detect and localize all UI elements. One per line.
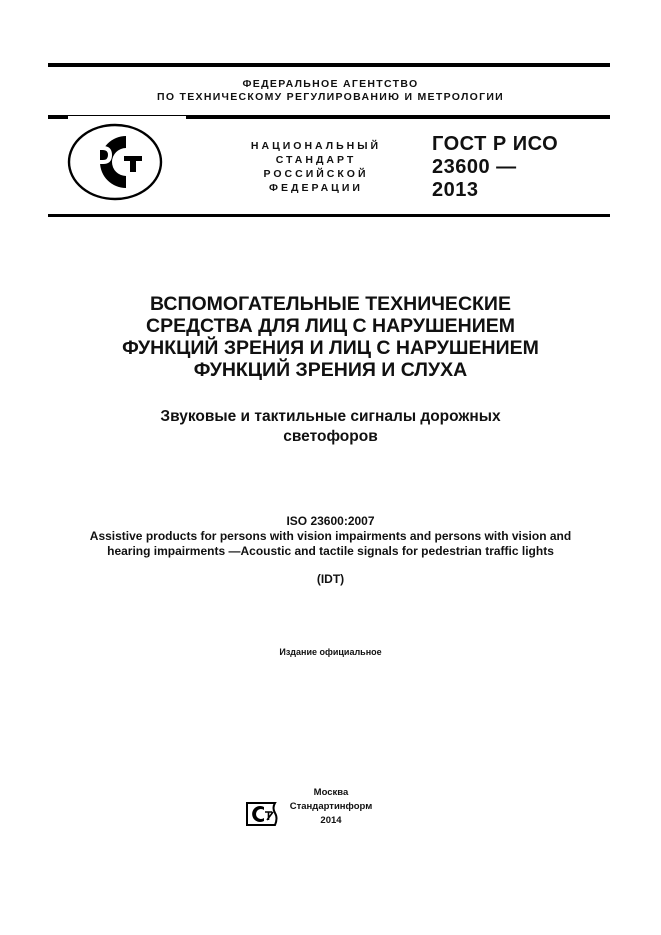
standard-designation [432,133,558,202]
publisher-city: Москва [313,787,349,798]
national-standard-label [226,139,406,195]
rule-gap [68,116,186,119]
title-line-1: ВСПОМОГАТЕЛЬНЫЕ ТЕХНИЧЕСКИЕ [150,293,511,315]
iso-code: ISO 23600:2007 [286,514,375,528]
agency-line-1: ФЕДЕРАЛЬНОЕ АГЕНТСТВО [242,78,419,90]
top-rule [48,63,610,67]
subtitle-line-1: Звуковые и тактильные сигналы дорожных [160,408,501,425]
subtitle-line-2: светофоров [283,428,378,445]
national-line-4: ФЕДЕРАЦИИ [269,182,363,194]
agency-name [0,78,661,104]
national-line-3: РОССИЙСКОЙ [263,168,369,180]
equivalence-degree: (IDT) [316,572,345,586]
title-line-3: ФУНКЦИЙ ЗРЕНИЯ И ЛИЦ С НАРУШЕНИЕМ [122,337,539,359]
designation-line-1: ГОСТ Р ИСО [432,133,559,155]
publication-year: 2014 [320,815,342,826]
national-line-1: НАЦИОНАЛЬНЫЙ [250,140,382,152]
official-edition-label: Издание официальное [279,647,382,657]
iso-title-line-2: hearing impairments —Acoustic and tactile signals for pedestrian traffic lights [107,544,554,558]
iso-title [0,529,661,559]
designation-line-3: 2013 [432,179,479,201]
publisher-block [283,786,379,828]
iso-title-line-1: Assistive products for persons with vision impairments and persons with vision and [89,529,572,543]
standartinform-logo-icon [245,800,281,828]
title-line-4: ФУНКЦИЙ ЗРЕНИЯ И СЛУХА [193,359,468,381]
title-line-2: СРЕДСТВА ДЛЯ ЛИЦ С НАРУШЕНИЕМ [146,315,515,337]
rst-logo-icon [66,122,164,202]
standard-bottom-rule [48,214,610,217]
agency-line-2: ПО ТЕХНИЧЕСКОМУ РЕГУЛИРОВАНИЮ И МЕТРОЛОГИИ [156,91,505,103]
document-subtitle [0,407,661,447]
publisher-name: Стандартинформ [289,801,373,812]
national-line-2: СТАНДАРТ [275,154,357,166]
document-title [0,293,661,381]
designation-line-2: 23600 — [432,156,517,178]
